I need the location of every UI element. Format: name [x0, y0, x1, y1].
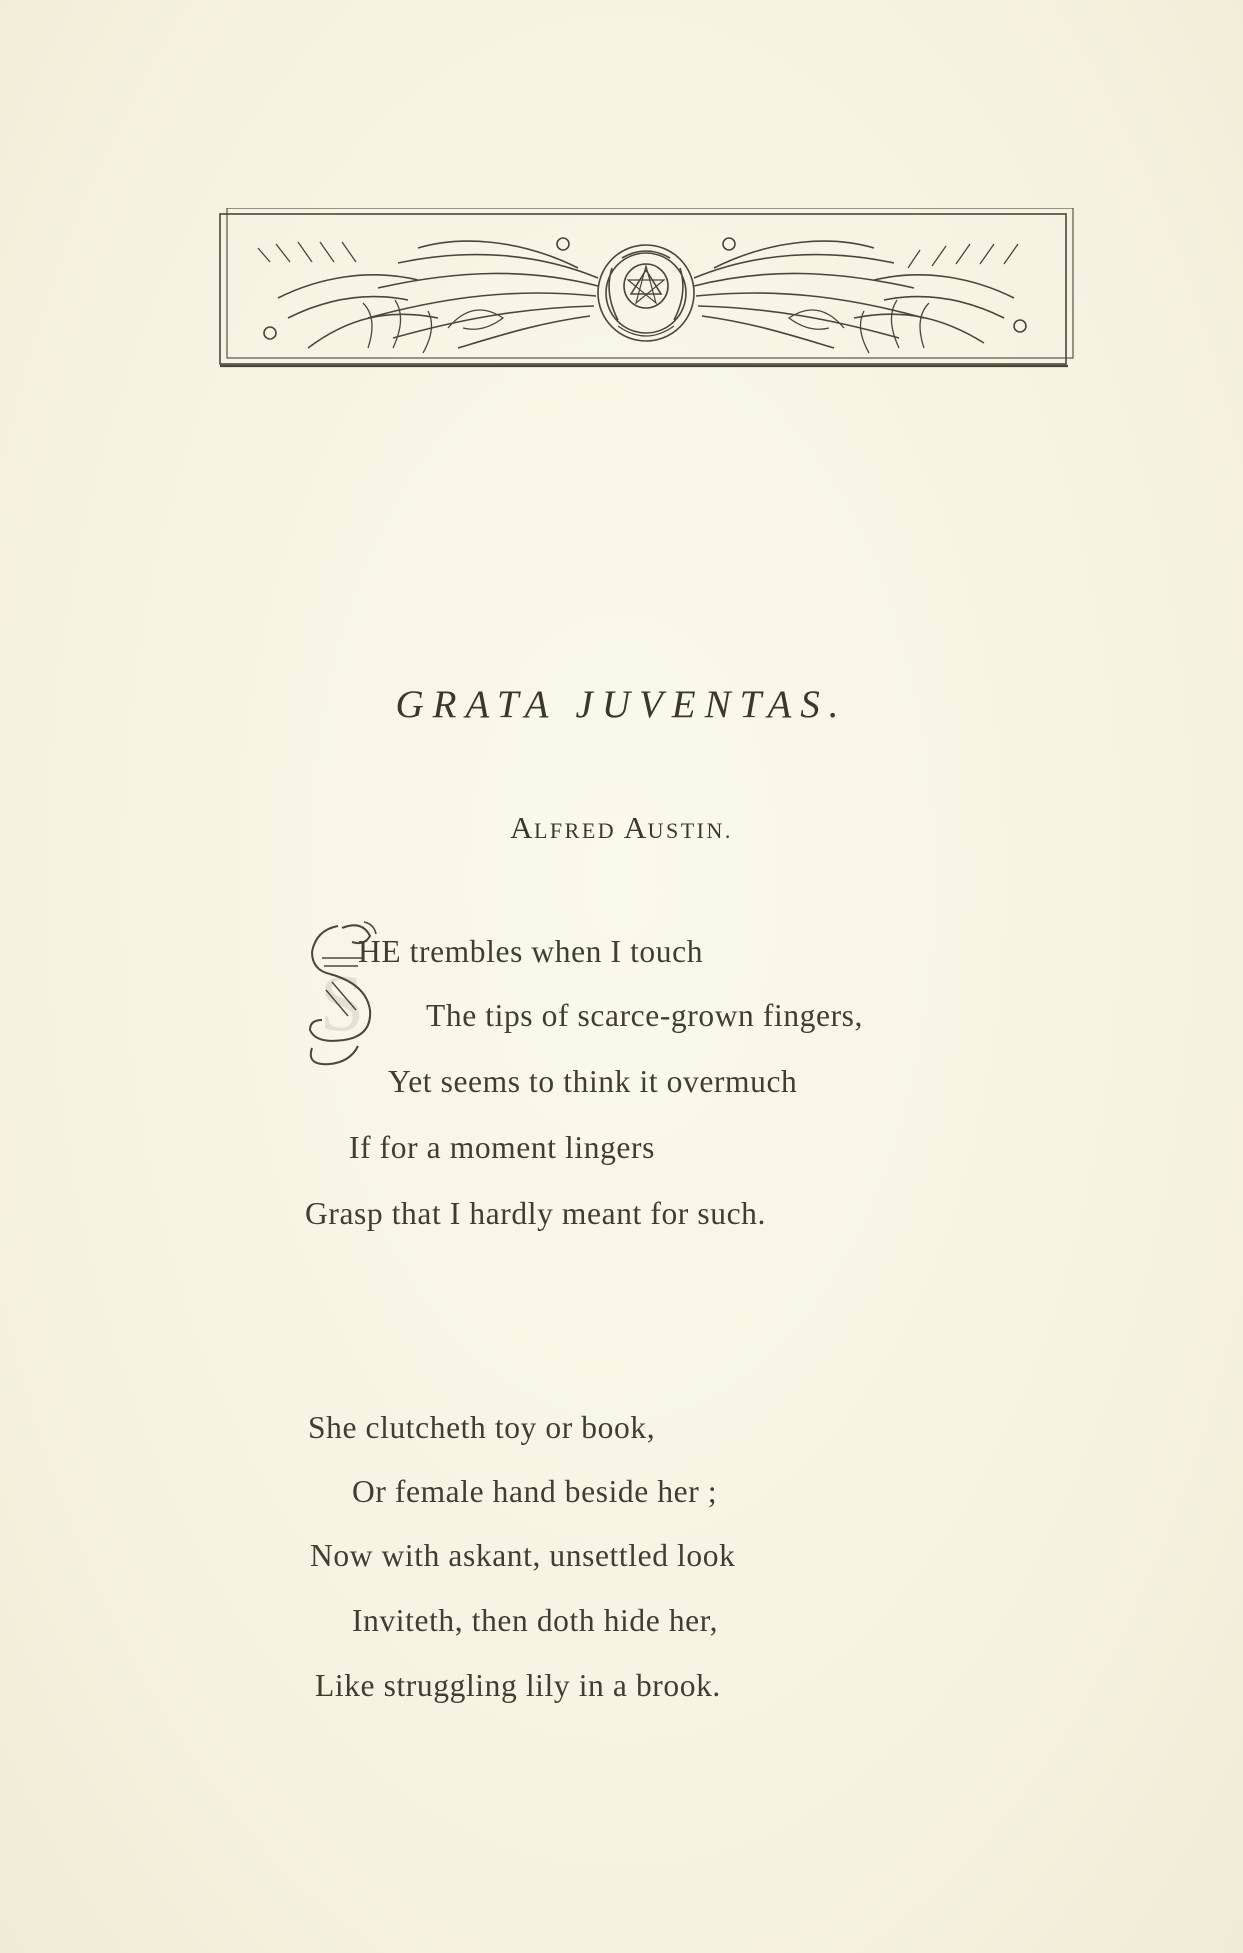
stanza2-line-2: Or female hand beside her ; — [352, 1474, 718, 1509]
stanza1-line-4: If for a moment lingers — [349, 1130, 655, 1165]
stanza1-line-5: Grasp that I hardly meant for such. — [305, 1196, 766, 1231]
poem-title: GRATA JUVENTAS. — [395, 683, 848, 726]
stanza2-line-4: Inviteth, then doth hide her, — [352, 1603, 719, 1638]
stanza1-line-2: The tips of scarce-grown fingers, — [426, 998, 864, 1033]
poem-author — [0, 810, 1243, 846]
stanza2-line-1: She clutcheth toy or book, — [308, 1410, 656, 1445]
dropcap-letter: S — [319, 960, 365, 1048]
author-first-rest: LFRED — [533, 818, 617, 843]
author-first-initial: A — [510, 810, 534, 845]
stanza2-line-3: Now with askant, unsettled look — [310, 1538, 736, 1573]
author-last-initial: A — [623, 810, 648, 845]
stanza1-line-1: HE trembles when I touch — [358, 934, 704, 969]
author-last-rest: USTIN. — [647, 818, 733, 843]
stanza1-line-3: Yet seems to think it overmuch — [388, 1064, 798, 1099]
laurel-wreath-ornament-icon — [218, 208, 1075, 370]
stanza2-line-5: Like struggling lily in a brook. — [315, 1668, 721, 1703]
